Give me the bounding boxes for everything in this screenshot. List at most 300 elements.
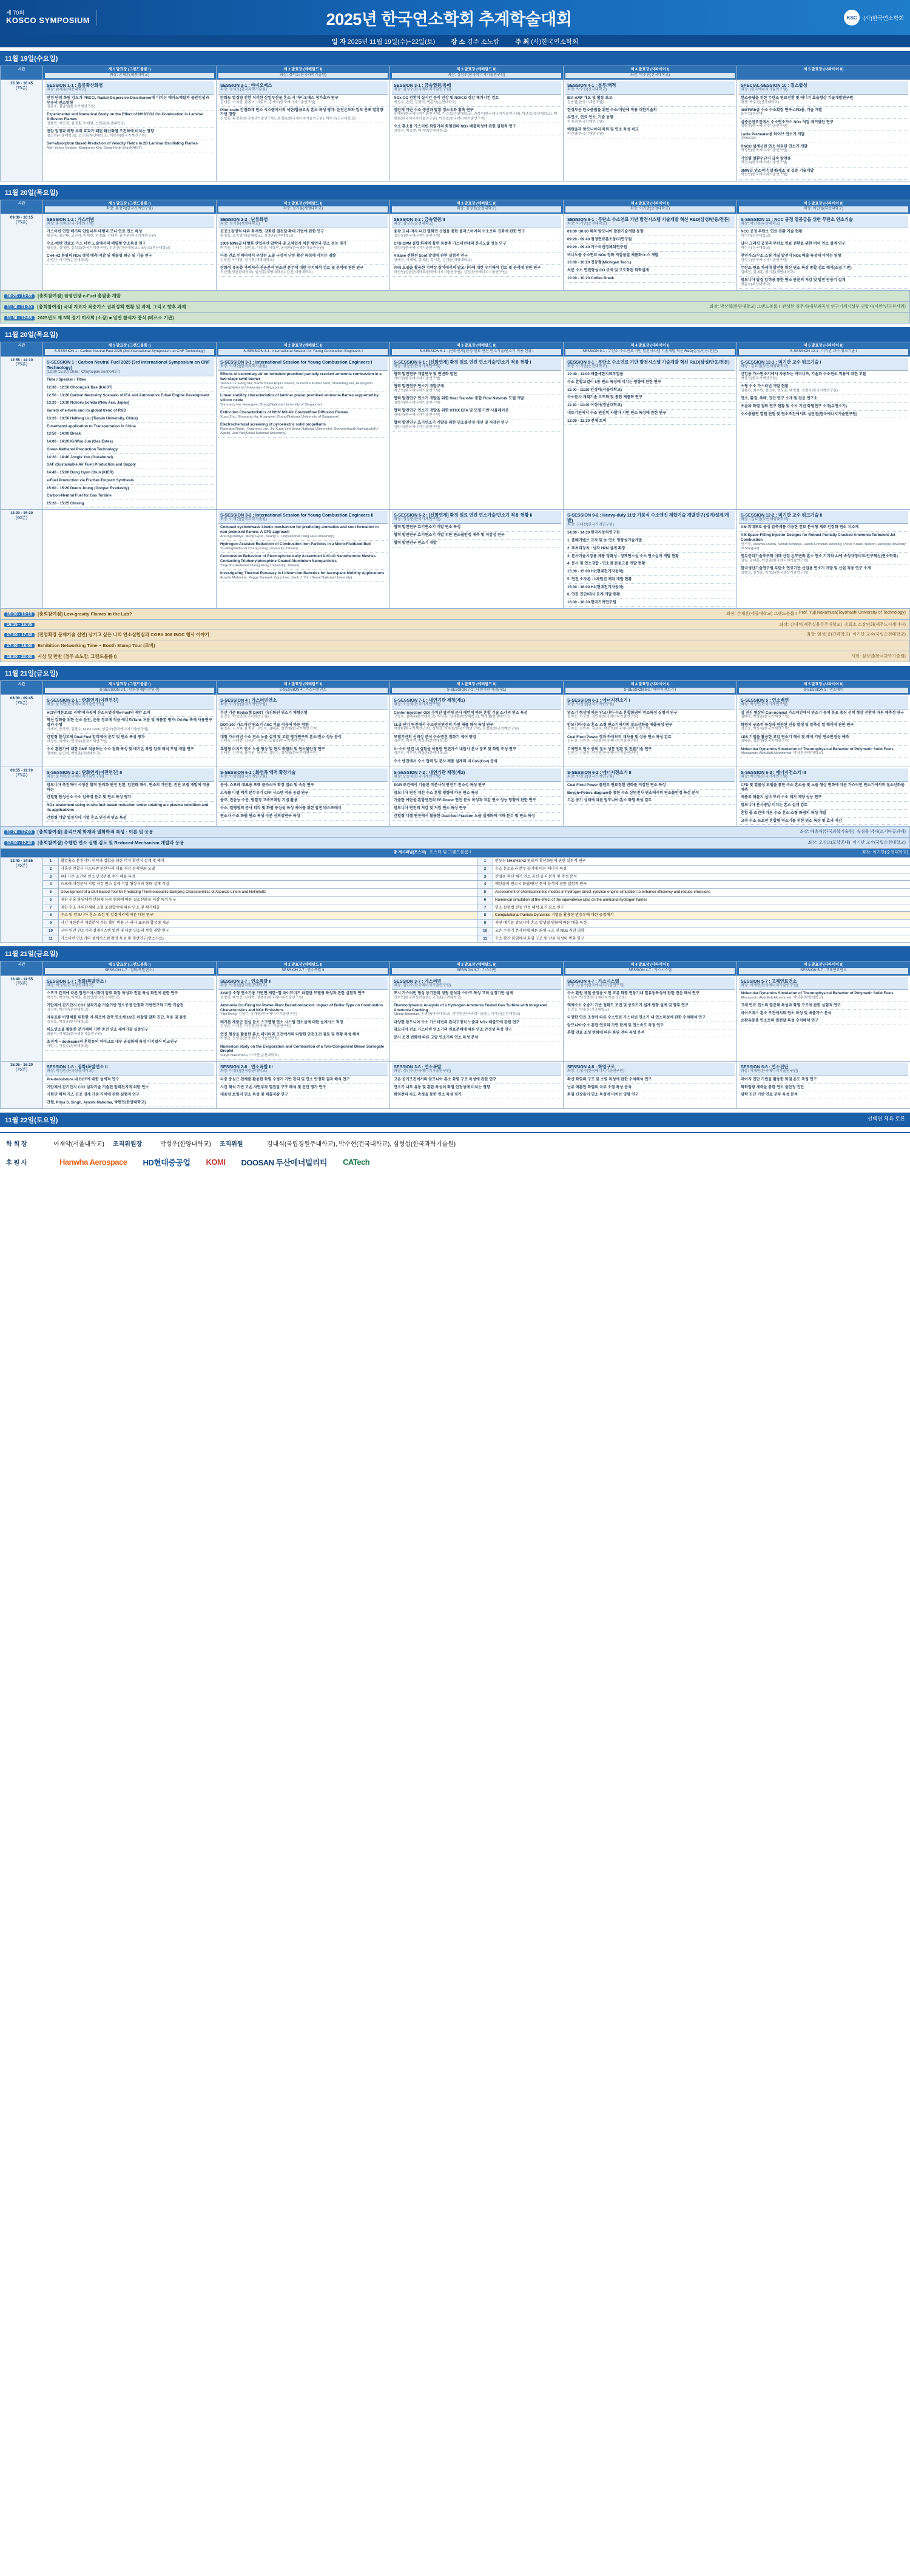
session-title: SESSION 1-1 : 층류확산화염 좌장: 손채훈(세종대학교) (45, 81, 214, 95)
talk-title: 수소 엔진에서 수소 압력 및 분사 제품 설계의 네 CoV(Cov) 분석 (394, 759, 497, 764)
schedule-table-day4 (0, 961, 910, 1109)
talk-title: RNCU 설계사전 연소 처리된 연소기 개발 (741, 144, 808, 149)
talk-item (218, 1031, 388, 1043)
session-chair: 좌장: 김성수(한국에너지기술연구원) (567, 1069, 625, 1074)
talk-item (565, 537, 735, 545)
talk-authors: 손창훈, 박재범, 정기훈(계명대학교) (220, 259, 274, 263)
room-chair-5: S-SESSION 5 : 연소배연 (739, 688, 908, 694)
session-cell[interactable] (390, 509, 564, 608)
room-chair-2: 좌장: 정기훈(계명대학교) (218, 206, 388, 212)
room-chair-2: SESSION 2-7 : 연소폭발 II (218, 968, 388, 974)
session-title: SESSION 1-8 : 점화/폭발연소 II 좌장: 박정원(한국항공대학교) (45, 1063, 214, 1076)
room-chair-5: S-SESSION 12-1 : 미기반 교수 워크기술 I (739, 349, 908, 355)
session-cell[interactable] (43, 214, 217, 290)
talk-authors: 좌장: 박수진(건국대학교) (741, 100, 780, 104)
talk-title: 간헐형 디젤 연진에서 활용한 Dual-fuel Fraction 노즐 설계와의 이해 분무 및 연소 특성 (394, 813, 535, 818)
session-title: SESSION 9-1 : 무탄소 수소연료 기반 발전시스템 기술개발 혁신 R&D(삼성/반응/전문) 좌장: 이기만(순천대학교) (565, 358, 735, 371)
room-header-3: 제 3 발표장 (에메랄드 II) 좌장: 김영진(순천대학교) (390, 200, 564, 214)
org-member-value: 김대식(국립경원주대학교), 박수현(건국대학교), 심형섭(한국과학기술원) (266, 1141, 456, 1148)
talk-title: 수소, 열팽창의 분사 외각 및 화염 중심성 특성 제어를 위한 압전식/스프레이 (220, 806, 342, 810)
talk-title: Green Methanol Production Technology (47, 447, 118, 452)
talk-title: 암모니아 연진의 저감 및 저압 연소 특성 연구 (394, 806, 467, 810)
session-title: S-SESSION 9-2 : Heavy-duty 11급 가뭄식 수소엔진 제합기술 개발연구(설계/설계/개발) 좌장: 김대선(한국기계연구원) (565, 511, 735, 530)
room-header-3: 제 3 발표장 (에메랄드 II) S-SESSION 7-1 : 내연기관 제정(제1) (390, 680, 564, 694)
session-cell[interactable] (737, 767, 910, 827)
schedule-block-row (1, 356, 910, 509)
talk-title: 암모니아/수소 혼합 연료의 가연 한계 및 연소속도 측정 연구 (567, 1023, 664, 1028)
poster-row[interactable] (1, 881, 910, 889)
session-cell[interactable] (217, 509, 390, 608)
session-cell[interactable] (737, 695, 910, 767)
session-chair: 좌장: 박진영(한국기계연구원) (741, 775, 787, 779)
talk-authors: 해근혁(한국에너지기술연구원) (394, 388, 440, 393)
talk-authors: 김성권(한국에너지기술연구원) (394, 246, 440, 251)
session-cell[interactable] (737, 509, 910, 608)
schedule-band (0, 838, 910, 849)
session-cell[interactable] (390, 214, 564, 290)
time-slot-duration: (75분) (15, 220, 28, 225)
talk-title: Investigating Thermal Runaway in Lithium-ion Batteries for Aerospace Mobility Applications (220, 571, 385, 575)
symposium-series: KOSCO SYMPOSIUM (6, 15, 90, 25)
session-title: SESSION 2-1 : 바이오매스 좌장: 정석호(한국과학기술원) (218, 81, 388, 95)
session-title: S-SESSION 6-2 : 에너지전소기 II 좌장: 박진영(한국기계연구원) (565, 768, 735, 782)
talk-title: 간헐, Priya S. Singh, Ayushi Mahotna, 박현민(한양대학교) (47, 1100, 146, 1105)
talk-item (565, 410, 735, 418)
talk-item (218, 710, 388, 722)
session-title: S-SESSION 6-3 : 에너지전소기 III 좌장: 박진영(한국기계연구원) (739, 768, 908, 782)
talk-item (218, 240, 388, 253)
talk-item (218, 409, 388, 421)
room-header-5: 제 5 발표장 (사파이어 II) S-SESSION 12-1 : 미기반 교수 워크기술 I (737, 342, 910, 356)
time-slot: 14:20 - 15:20 (60분) (1, 509, 43, 608)
talk-item (739, 277, 908, 289)
talk-title: 협력 발전연구 연소기 개발을 위한 HTHX EFA 및 모델 기반 시뮬레이션 (394, 408, 509, 413)
talk-item (565, 1084, 735, 1092)
poster-row[interactable] (1, 920, 910, 927)
place-label: 장 소 (451, 38, 465, 46)
session-cell[interactable] (43, 356, 217, 509)
talk-item (45, 802, 214, 815)
poster-title-en: Assessment of chemical kinetic models in hydrogen direct-injection engine simulation to enhance efficiency and reduce emissions (493, 889, 910, 897)
talk-item (565, 402, 735, 410)
session-cell[interactable] (43, 80, 217, 181)
band-time: 11:30 - 12:55 (4, 316, 35, 320)
talk-item (565, 599, 735, 607)
talk-item (392, 107, 561, 123)
talk-title: CH4-H2 화염의 NOx 생성 예측/저감 및 해물링 최근 및 기술 연구 (47, 254, 152, 259)
schedule-block-row (1, 975, 910, 1062)
talk-item (565, 1014, 735, 1022)
talk-title: 천연가스/수소 스팀 개질 발전이 NOx 배출 특성에 미치는 영향 (741, 254, 841, 259)
poster-title-en: 수소 확산 화염에서 화염 구조 및 난류 특성의 변화 연구 (493, 935, 910, 943)
talk-item (739, 228, 908, 240)
session-title: S-SESSION 2-1 : 탄화연계(이전연진) 좌장: 윤석현(한국에너지기술연구원) (45, 696, 214, 710)
talk-item (392, 383, 561, 395)
session-cell[interactable] (43, 509, 217, 608)
talk-title: 14:00 - 14:20 Ki-Woo Jun (Gas Estes) (47, 439, 113, 444)
talk-title: 3MW급 연소버너 설계/제조 및 실증 기술개발 (741, 168, 814, 173)
talk-item (565, 126, 735, 138)
room-chair-1: 좌장: 홍정혁(한국기계연구원) (45, 206, 214, 212)
session-cell[interactable] (390, 356, 564, 509)
talk-title: Compact cyclonewave kinetic mechanism for predicting aromatics and soot formation in non-premixed flames: A CFD approach (220, 525, 379, 535)
talk-authors: 김도현(서울대학교), 오승훈(부산대학교), 이기우(한국기계연구원) (47, 134, 146, 138)
sponsor-logo-5: CATech (343, 1157, 370, 1167)
talk-title: E-methanol application to Transportation in China (47, 424, 136, 429)
session-chair: 좌장: 이기만(순천대학교) (567, 364, 607, 368)
session-cell[interactable] (390, 975, 564, 1062)
poster-row[interactable] (1, 904, 910, 912)
session-cell[interactable] (217, 1062, 390, 1109)
talk-title: 탄화도 열경량 전환 처리한 산업부산물 혼소 시 바이오매스 첨가효과 연구 (220, 95, 339, 100)
talk-title: 2. 후처리장치 : 냉각 H2N 설계 확장 (567, 546, 625, 551)
talk-title: 기업별 열환수단지 급속 탈착용 (741, 156, 791, 161)
talk-title: 분사 조건 변화에 따른 고압 연소기의 연소 특성 분석 (394, 1035, 479, 1040)
talk-authors: 박선민(한국에너지기술연구원) (741, 173, 787, 177)
session-title: SESSION 4-1 : 분무/액적 좌장: 박수진(건국대학교) (565, 81, 735, 95)
poster-no-right: 5 (477, 889, 493, 897)
talk-title: 천무분리기술추구와 미래 산업 온도변화 혼소 연소 기기와 AI에 속성규정비료/인구혁신(연소학회) (741, 554, 898, 559)
talk-item (739, 565, 908, 577)
poster-title-ko: 4대 가문 조건의 연소 인장관점 주가 해물 특성 (59, 873, 477, 881)
talk-title: 수소 환원 제철 공정용 이천 교류 화염 연동기내 열유동특성에 관한 전산 해석 연구 (567, 991, 699, 995)
talk-item (218, 734, 388, 746)
session-cell[interactable] (737, 975, 910, 1062)
talk-title: 13:50 - 14:00 Break (47, 432, 81, 436)
room-chair-4: S-SESSION 6-1 : 에너지전소기 I (565, 688, 735, 694)
session-cell[interactable] (737, 1062, 910, 1109)
talk-item (739, 240, 908, 253)
session-title: S-SESSION 3-2 : International Session for Young Combustion Engineers II 좌장: 이재현(한국과학기술원) (218, 511, 388, 524)
talk-item (45, 423, 214, 431)
talk-authors: 정주민, 이무연, 박상훈(한양대학교) (394, 739, 448, 744)
session-chair: 좌장: 정상준(한국기계연구원) (394, 517, 440, 521)
poster-no-right: 1 (477, 858, 493, 866)
room-header-4: 제 4 발표장 (사파이어 I) 좌장: 이기만(순천대학교) (564, 200, 737, 214)
talk-item (565, 267, 735, 275)
talk-title: 간헐형 합성고체 Dual-Fuel 압력제어 분무 및 연소 특성 평가 (47, 735, 145, 740)
talk-item (739, 553, 908, 565)
talk-title: 점탄재 기반 수소 생산과 탈황 경소유와 황촉 연구 (394, 107, 474, 112)
talk-item (565, 244, 735, 252)
session-cell[interactable] (564, 1062, 737, 1109)
talk-item (739, 411, 908, 419)
footer-sponsor-row (0, 1150, 910, 1174)
talk-title: Molecular Dynamics Simulation of Thermophysical Behavior of Polymeric Solid Fuels (741, 747, 894, 751)
talk-item (392, 1034, 561, 1042)
poster-title-ko: 시간 제한분석 계열분석 가능 확인 비용 근-리자 표준화 합성형 제공 (59, 920, 477, 927)
poster-row[interactable] (1, 927, 910, 935)
session-cell[interactable] (217, 214, 390, 290)
poster-row[interactable] (1, 935, 910, 943)
session-cell[interactable] (217, 975, 390, 1062)
talk-item (45, 228, 214, 240)
sponsor-label: 후 원 사 (6, 1159, 27, 1167)
talk-item (565, 236, 735, 244)
poster-no-right: 11 (477, 935, 493, 943)
talk-authors: 김진형, 이기만(순천대학교) (47, 1008, 89, 1012)
talk-title: 초음파 화염 점화 연구 현황 및 수소 기반 화염연구 소개(무연소기) (741, 404, 847, 408)
talk-authors: Xuan Zhu, Shumang Ha, Huangwei Zhang(National University of Singapore) (220, 415, 339, 419)
session-cell[interactable] (737, 356, 910, 509)
talk-item (392, 407, 561, 419)
talk-item (218, 553, 388, 570)
talk-authors: 차정우(한국기계연구원) (567, 120, 604, 124)
band-text: 수행한 연소 실행 검토 및 Reduced Mechanism 개발과 응용 (64, 840, 184, 846)
session-cell[interactable] (43, 695, 217, 767)
session-cell[interactable] (217, 80, 390, 181)
talk-title: 초점계 ~ dodecane의 혼합유의 마이크로 내부 공결화제 특성 디지털식 비교연구 (47, 1039, 178, 1044)
band-chair: 좌장: 손채훈(세종대학교) 그랜드볼룸 I (726, 611, 799, 616)
session-title: S-SESSION 5 : 연소배연 좌장: 박성민(한국기계연구원) (739, 696, 908, 710)
poster-header (0, 0, 910, 35)
session-cell[interactable] (564, 509, 737, 608)
band-chair: 좌장: 배충식(한국과학기술원) (800, 830, 857, 835)
session-title: S-SESSION 11 : NCC 공정 열공급을 위한 무탄소 연소기술 좌장: 이민정(부산대학교) (739, 215, 908, 229)
time-slot-duration: (75분) (15, 700, 28, 705)
session-cell[interactable] (737, 214, 910, 290)
talk-item (565, 545, 735, 553)
talk-item (45, 1014, 214, 1026)
session-cell[interactable] (390, 767, 564, 827)
talk-title: 협력 발전연구 효기연소기 개발 위한 연소불안정 계측 및 저감성 연구 (394, 533, 505, 538)
sponsor-logo-2: HD현대중공업 (143, 1158, 190, 1167)
talk-title: 반경 단위 화염 강도가 PRCCI, Radial-Dispersive-Diss-Burner에 미치는 매카노메탈의 불안정성과 부유의 연소영향 (47, 95, 209, 105)
talk-title: 연소, 환경, 촉매, 진단 연구 소개 및 전문 연구소 (741, 396, 818, 401)
session-chair: 좌장: 정석호(한국과학기술원) (220, 88, 267, 92)
talk-title: 기압제서 간기단지 CO2 삼각기술 기술전 압력전지에 의한 연소 (47, 1085, 149, 1090)
talk-item (45, 1091, 214, 1099)
session-chair: 좌장: (한국에너지기술연구원) (741, 88, 787, 92)
session-cell[interactable] (43, 1062, 217, 1109)
talk-item (565, 387, 735, 395)
talk-authors: 김용진, 김민수, 김성철(한국에너지기술연구원) (567, 739, 638, 744)
session-chair: 좌장: 박진영(한국기계연구원) (567, 703, 614, 707)
poster-row[interactable] (1, 889, 910, 897)
session-chair: 좌장: 이재현(한국과학기술원) (220, 517, 267, 521)
band-chair: 좌장: 박상혁(한양대학교) 그랜드볼룸 I (709, 305, 783, 310)
poster-row[interactable] (1, 912, 910, 920)
talk-authors: 김병철(한국에너지기술연구원) (741, 124, 787, 129)
band-text: 점령연장 e-Fuel 총괄총 개발 (64, 293, 121, 299)
talk-title: 수소 혼합보열이 6종 연소 특성에 미치는 영향에 관한 연구 (567, 379, 661, 384)
talk-authors: Ying-Shu(National Cheng Kung University, Taiwan) (220, 563, 300, 568)
talk-item (392, 540, 561, 547)
talk-authors: 박준호(부산대학교) (741, 283, 770, 287)
talk-item (565, 379, 735, 387)
poster-no: 10 (43, 927, 59, 935)
talk-title: 난류 예혼합 화염의 국부 소염 특성 분석 (567, 1085, 632, 1090)
poster-title-en: 연소 실험법 진동 반응 해석 요건 요소 연구 (493, 904, 910, 912)
session-chair: 좌장: 정기훈(계명대학교) (220, 222, 260, 226)
talk-authors: 윤지섭(경남대) (741, 112, 764, 117)
talk-item (565, 746, 735, 758)
org-chair-label: 조직위원장 (112, 1141, 143, 1148)
talk-title: 수소 혼소용 가스터빈 화염기의 화염전파 NOx 배출특성에 관한 실험적 연구 (394, 124, 516, 129)
talk-title: AM 위대프로 술성 압축제품 이용한 진료 분석형 제조 인장화 연소 지소계 (741, 525, 859, 530)
session-cell[interactable] (564, 975, 737, 1062)
talk-item (565, 568, 735, 576)
talk-item (45, 469, 214, 477)
session-cell[interactable] (564, 695, 737, 767)
poster-title-en: 자연 배기문 암모니아 혼소 발생량 변화에 따른 배출 특성 (493, 920, 910, 927)
talk-item (45, 500, 214, 508)
talk-item (45, 407, 214, 415)
time-slot-duration: (75분) (15, 1068, 28, 1073)
talk-title: 용광 교내-저자 디딘 열화면 산업용 통한 플라스마지의 수소로의 진화에 관한 연구 (394, 229, 525, 234)
session-title: SESSION 4-8 : 화염구조 좌장: 김성수(한국에너지기술연구원) (565, 1063, 735, 1076)
talk-title: 10:00 - 10:20 진동형(Michigan Tech.) (567, 260, 632, 265)
talk-item (565, 584, 735, 592)
talk-item (392, 710, 561, 722)
session-chair: 좌장: 박정원(한국항공대학교) (47, 1069, 93, 1074)
band-speaker: 총회소 소장연화(제주도시세미나) (844, 622, 906, 627)
session-cell[interactable] (217, 767, 390, 827)
talk-item (45, 492, 214, 500)
talk-authors: 김형석(한국에너지기술연구원) (394, 401, 440, 405)
talk-item (565, 990, 735, 1002)
talk-title: 메탄올과 암모니아의 특화 및 연소 특성 비교 (567, 127, 639, 132)
talk-title: 고체연료 연소 중의 질소 성분 전환 및 전환기술 연구 (567, 747, 652, 751)
page-title: 2025년 한국연소학회 추계학술대회 (326, 10, 572, 29)
talk-authors: Surya Nakumanu, 이기만(순천대학교) (220, 1054, 279, 1058)
talk-item (218, 95, 388, 107)
room-header-2: 제 2 발표장 (에메랄드 I) S-SESSION 3-1 : International Session for Young Combustion Engineers I (217, 342, 390, 356)
poster-row[interactable] (1, 865, 910, 873)
talk-item (218, 265, 388, 277)
talk-item (392, 95, 561, 107)
talk-title: Carbon-Neutral Fuel for Gas Turbine (47, 493, 112, 498)
poster-no-right: 8 (477, 912, 493, 920)
talk-item (739, 802, 908, 810)
talk-title: 15:20 - 15:25 Closing (47, 501, 84, 506)
session-cell[interactable] (564, 80, 737, 181)
session-chair: 좌장: 정상준(한국기계연구원) (394, 364, 440, 368)
poster-title-en: 고온 수증기 분사량에 따른 화염 구조 및 NOx 저감 영향 (493, 927, 910, 935)
poster-row[interactable] (1, 896, 910, 904)
talk-item (739, 710, 908, 722)
talk-item (392, 1084, 561, 1092)
poster-no: 3 (43, 873, 59, 881)
poster-session-header: 총 게시패널(포스터) 포스터 및 그랜드볼룸 I 좌장: 이기만(순천대학교) (1, 849, 910, 858)
talk-item (45, 746, 214, 758)
talk-title: 협력 발전연구 연소기 개발 (394, 540, 437, 545)
talk-item (218, 570, 388, 582)
chair-value: 여재악(서울대학교) (53, 1141, 104, 1148)
talk-authors: 김태욱, 박상준(한국기계연구원) (741, 715, 789, 719)
talk-item (739, 371, 908, 383)
room-header-3: 제 3 발표장 (에메랄드 II) S-SESSION 6-1 : [신화연계] 환경 원료 연진 연소기술/연소기 적용 현황 I (390, 342, 564, 356)
talk-title: 실 연진 형상의 Can-nonmal 가스터빈에서 연소기 동체 분포 중심 선택 형상 전환에 따른 예측성 연구 (741, 710, 905, 715)
session-cell[interactable] (43, 975, 217, 1062)
session-cell[interactable] (217, 356, 390, 509)
session-title: S-SESSION 12-2 : 미기반 교수 워크기술 II 좌장 : 김효건(부산해양대학교) (739, 511, 908, 524)
time-slot-duration: (75분) (15, 86, 28, 90)
band-tag: [총회참여점] (37, 829, 64, 835)
schedule-block-row (1, 214, 910, 290)
room-header-4: 제 4 발표장 (사파이어 I) SESSION 4-7 : 가스시스템 (564, 961, 737, 975)
poster-row[interactable] (1, 858, 910, 866)
session-cell[interactable] (390, 1062, 564, 1109)
society-name: (사)한국연소학회 (863, 15, 904, 21)
session-cell[interactable] (217, 695, 390, 767)
talk-title: 협력 발전연구 개발연구 및 연변화 발전 (394, 372, 457, 377)
poster-row[interactable] (1, 873, 910, 881)
schedule-block-row (1, 1062, 910, 1109)
session-cell[interactable] (564, 767, 737, 827)
talk-title: 화염의 구조적 특성과 연관된 진동 발생 및 압축성 열 해석에 관한 연구 (741, 722, 854, 727)
time-col-header: 시간 (1, 66, 43, 80)
talk-item (45, 95, 214, 112)
session-cell[interactable] (390, 80, 564, 181)
session-cell[interactable] (737, 80, 910, 181)
talk-item (45, 990, 214, 1002)
talk-item (739, 818, 908, 825)
session-title: S-SESSION 4 : 가스터빈연소 좌장: 이기웅(한국기계연구원) (218, 696, 388, 710)
room-header-4: 제 4 발표장 (사파이어 I) S-SESSION 6-1 : 에너지전소기 I (564, 680, 737, 694)
room-chair-1: 좌장: 손채훈(세종대학교) (45, 73, 214, 79)
poster-no-right: 3 (477, 873, 493, 881)
talk-title: 다양한 암모니아 수소 가스터빈의 관리고정식 노즐과 NOx 배출도에 관한 연구 (394, 1020, 520, 1025)
room-chair-4: 좌장: 이기만(순천대학교) (565, 206, 735, 212)
session-cell[interactable] (564, 214, 737, 290)
talk-authors: 김진웅(한국에너지기술연구원) (394, 234, 440, 239)
talk-authors: Alessandro Abdullah Akhammed, 박상훈(한양대학교) (741, 995, 823, 1000)
talk-title: 처분 수소 연전형성 CO 규제 및 고도화된 화학설계 (567, 268, 649, 273)
poster-title-ko: 제한 수출 화염에서 산화제 유속 변화에 따른 질소산화물 저감 특성 연구 (59, 896, 477, 904)
talk-title: 1. 흡배기밸브 교차 및 DI 연소 영향성기술개발 (567, 538, 642, 543)
host-label: 주 최 (515, 38, 530, 46)
talk-authors: 박정민, 박정원, 이재훈, 왕현민(한국항공대학교) (47, 995, 120, 1000)
talk-authors: (POSCO) (741, 137, 756, 141)
sponsor-list (53, 1151, 376, 1173)
talk-title: HCl연계분로/로 리박/제자동체 진소유열경태e-Fuel의 재반 소재 (47, 710, 150, 715)
poster-no: 8 (43, 912, 59, 920)
band-time: 11:20 - 12:00 (4, 830, 35, 835)
session-cell[interactable] (43, 767, 217, 827)
session-title: SESSION 3-1 : 금속열원/촉매 좌장: 김성수(한국에너지기술연구원) (392, 81, 561, 95)
band-text: Low-gravity Flames in the Lab? (64, 611, 132, 617)
band-speaker: 이기만 교수(국립순천대학교) (852, 841, 906, 846)
talk-authors: 황정훈, 김대현, 김성호(한국기계연구원), 김종진(아주대학교), 조민호(부산대학교) (47, 246, 170, 251)
talk-title: 암모니아 전소 가스터빈 연소기의 연료분배에 따른 연소 안정성 특성 연구 (394, 1028, 512, 1032)
talk-title: 09:20 - 09:40 가스터빈경제의연구원 (567, 245, 627, 249)
talk-item (565, 591, 735, 599)
event-meta (0, 35, 910, 47)
poster-title-ko: 스프레 대형분사 기법 저감 연소 설계 기법 형상식과 형태 설계 기법 (59, 881, 477, 889)
talk-item (739, 253, 908, 265)
room-header-2: 제 2 발표장 (에메랄드 I) SESSION 2-7 : 연소폭발 II (217, 961, 390, 975)
session-title: SESSION 2-2 : 난류화염 좌장: 정기훈(계명대학교) (218, 215, 388, 229)
talk-authors: 이정원, 이재호, 민경수(한국기계연구원) (47, 739, 107, 744)
talk-authors: Yibo Deng, 김성수, 유재현(한국에너지기술연구원) (220, 1012, 297, 1017)
session-cell[interactable] (390, 695, 564, 767)
talk-item (739, 265, 908, 277)
room-header-1: 제 1 발표장 (그랜드볼룸 I) SESSION 1-7 : 점화/폭발연소 I (43, 961, 217, 975)
schedule-band (0, 640, 910, 651)
band-chair: 좌장: 임성(공(간과학교) (806, 632, 853, 637)
talk-title: NCC 공정 무탄소 연료 전환 기술 현황 (741, 229, 803, 234)
room-header-4: 제 4 발표장 (사파이어 I) SESSION 9-1 : 무탄소 수소연료 기반 발전시스템 기술개발 혁신 R&D(삼성/반응/전문) (564, 342, 737, 356)
talk-title: 시간 해석 기반 고온 자연부착 열전달 구조 해석 및 진단 평가 연구 (220, 1085, 326, 1090)
talk-item (218, 782, 388, 790)
day-label: 11월 20일(목요일) (5, 331, 58, 339)
session-cell[interactable] (564, 356, 737, 509)
talk-item (218, 1019, 388, 1031)
talk-item (45, 1039, 214, 1051)
talk-item (218, 392, 388, 409)
talk-item (218, 1091, 388, 1099)
